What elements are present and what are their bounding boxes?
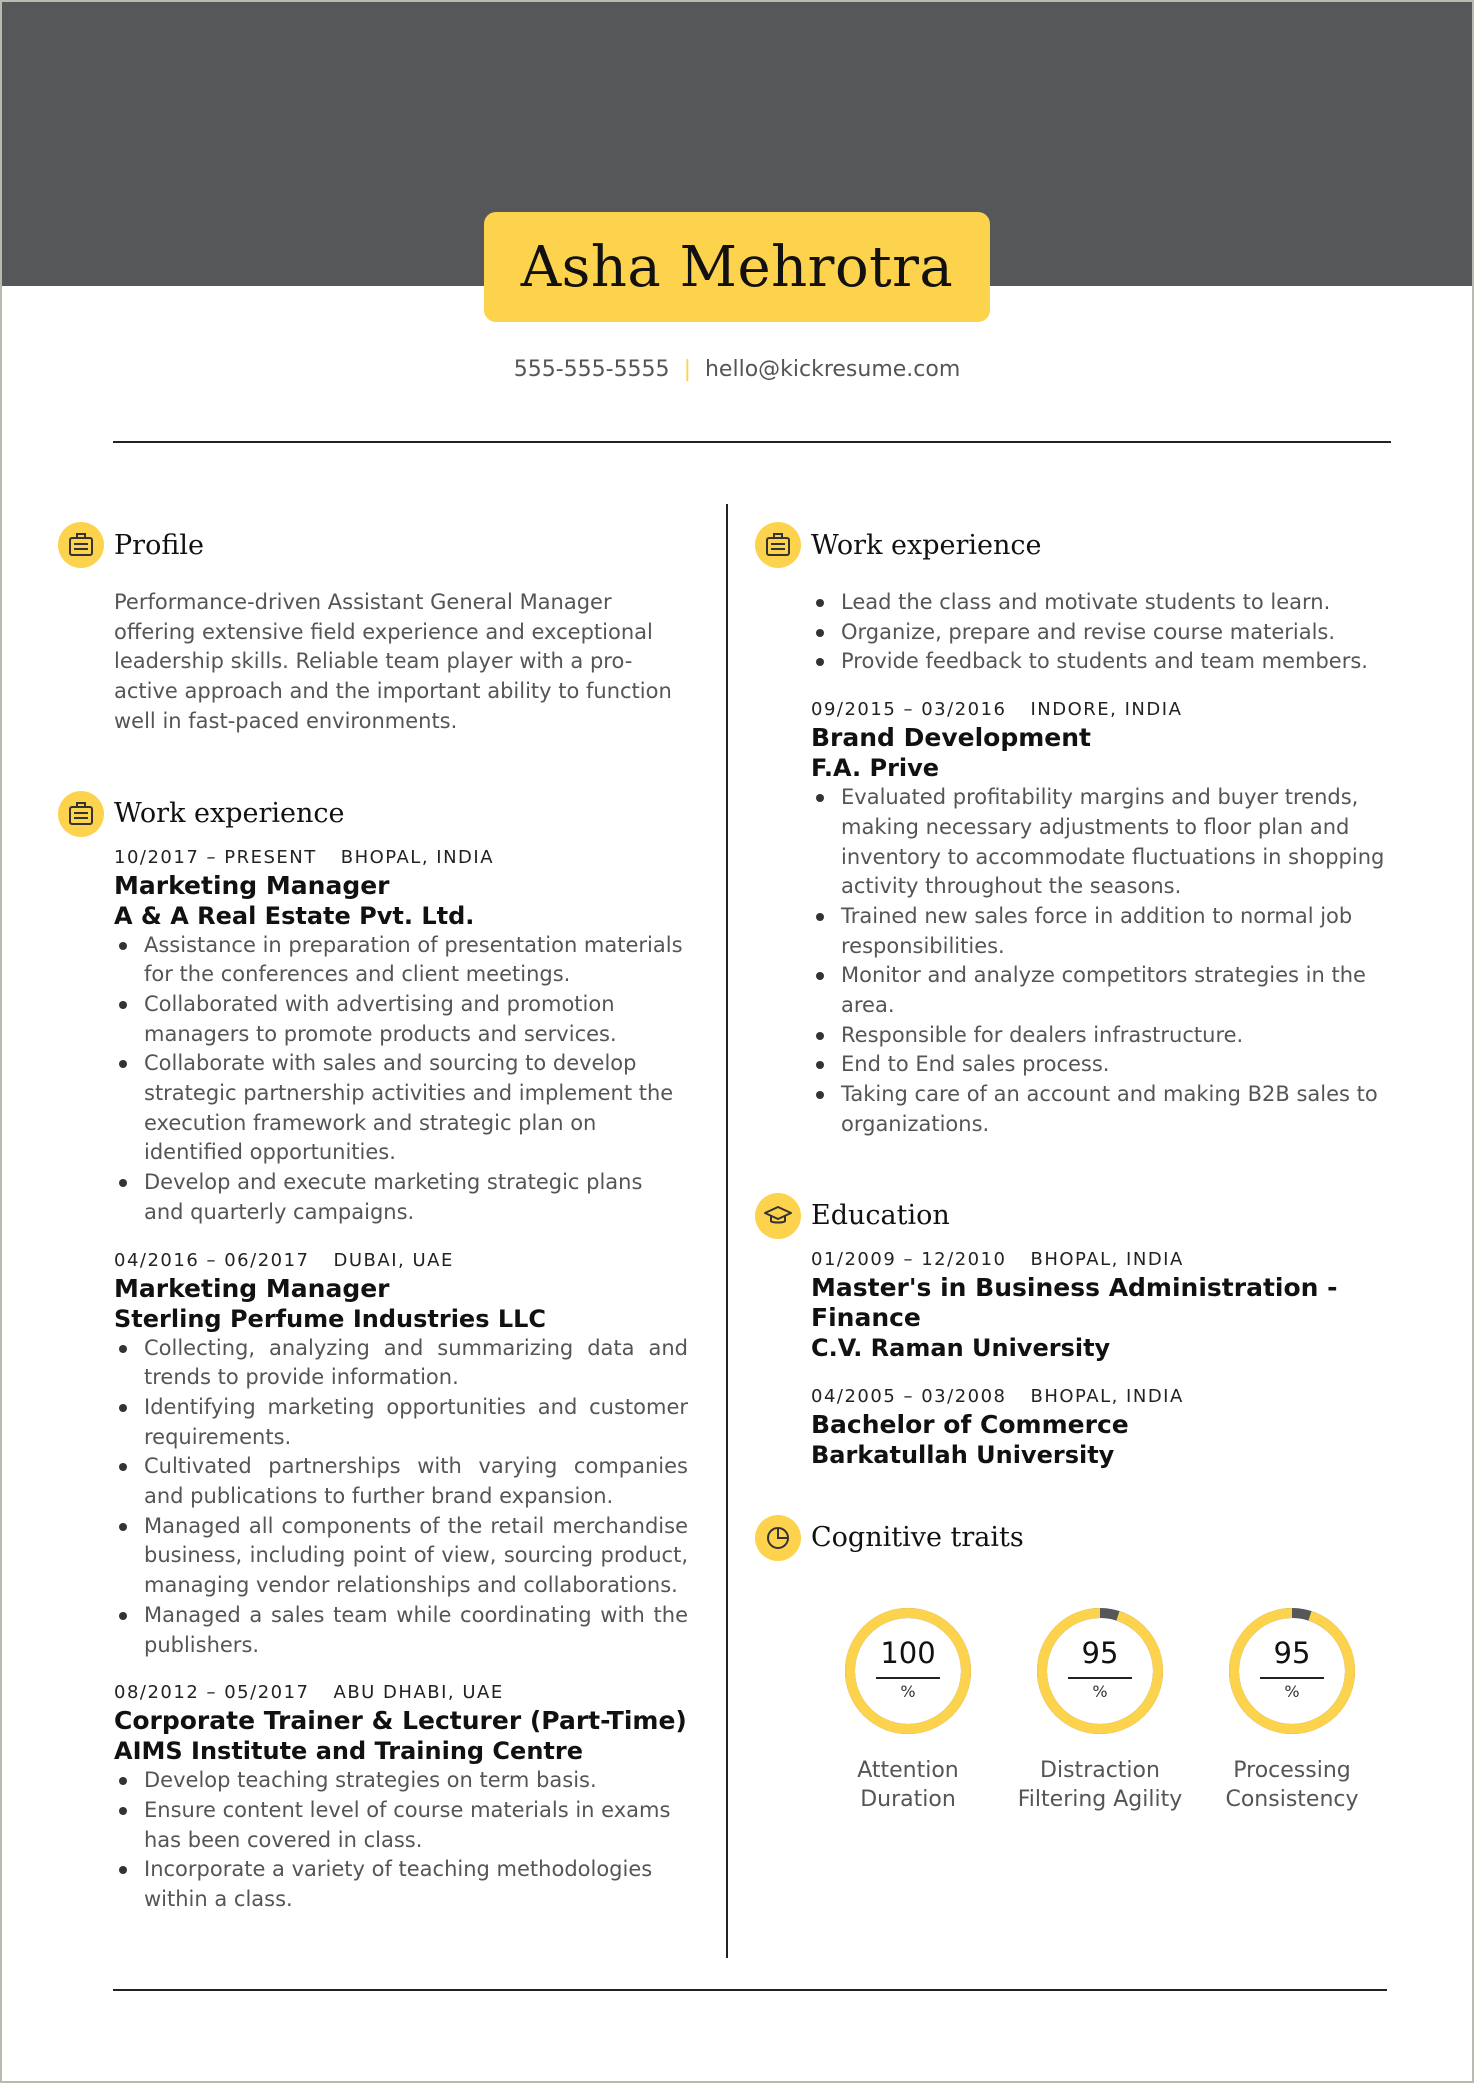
job-meta — [114, 1682, 688, 1706]
phone-number[interactable]: 555-555-5555 — [513, 357, 670, 382]
trait-rule — [1068, 1677, 1132, 1679]
bullet-item: Ensure content level of course materials in exams has been covered in class. — [114, 1796, 688, 1855]
trait-gauge — [1017, 1606, 1183, 1814]
profile-title: Profile — [114, 529, 204, 561]
bullet-item: Taking care of an account and making B2B sales to organizations. — [811, 1080, 1391, 1139]
education-section — [811, 1192, 1391, 1470]
trait-ring — [1227, 1606, 1357, 1736]
work-header-left — [114, 790, 688, 838]
education-title: Education — [811, 1200, 950, 1232]
bullet-item: Develop and execute marketing strategic plans and quarterly campaigns. — [114, 1168, 688, 1227]
trait-value: 100 — [880, 1635, 936, 1670]
job-bullets — [114, 931, 688, 1228]
job-bullets — [114, 1334, 688, 1661]
trait-rule — [1260, 1677, 1324, 1679]
trait-ring — [1035, 1606, 1165, 1736]
bullet-item: End to End sales process. — [811, 1050, 1391, 1080]
trait-value: 95 — [1273, 1635, 1311, 1670]
job-location: BHOPAL, INDIA — [340, 846, 495, 868]
bullet-item: Identifying marketing opportunities and customer requirements. — [114, 1393, 688, 1452]
trait-ring-fill — [1234, 1613, 1350, 1729]
trait-label — [1015, 1756, 1185, 1814]
trait-label-line: Filtering Agility — [1017, 1786, 1183, 1812]
job-title: Marketing Manager — [114, 870, 390, 900]
column-divider — [726, 504, 728, 1958]
work-section-left — [114, 790, 688, 1915]
trait-label-line: Attention — [857, 1757, 959, 1783]
job-title: Marketing Manager — [114, 1273, 390, 1303]
trait-gauge — [843, 1606, 973, 1814]
bullet-item: Responsible for dealers infrastructure. — [811, 1021, 1391, 1051]
cognitive-section — [811, 1514, 1391, 1814]
job-meta — [114, 1250, 688, 1274]
education-header — [811, 1192, 1391, 1240]
job-dates: 04/2016 – 06/2017 — [114, 1249, 310, 1271]
right-column — [811, 521, 1391, 1814]
briefcase-icon — [58, 522, 104, 568]
profile-section — [114, 521, 688, 737]
degree-title: Master's in Business Administration - Finance — [811, 1272, 1338, 1332]
bullet-item: Collecting, analyzing and summarizing data and trends to provide information. — [114, 1334, 688, 1393]
school-name: Barkatullah University — [811, 1440, 1115, 1469]
trait-ring-fill — [850, 1613, 966, 1729]
name-banner — [484, 212, 990, 322]
trait-label — [823, 1756, 993, 1814]
candidate-name: Asha Mehrotra — [520, 234, 954, 300]
bullet-item: Collaborated with advertising and promotion managers to promote products and services. — [114, 990, 688, 1049]
bullet-item: Develop teaching strategies on term basis. — [114, 1766, 688, 1796]
education-location: BHOPAL, INDIA — [1030, 1385, 1184, 1407]
bullet-item: Incorporate a variety of teaching methodologies within a class. — [114, 1855, 688, 1914]
trait-label — [1207, 1756, 1377, 1814]
job-dates: 09/2015 – 03/2016 — [811, 699, 1007, 721]
bullet-item: Monitor and analyze competitors strategies in the area. — [811, 961, 1391, 1020]
trait-unit: % — [900, 1681, 916, 1701]
email-address[interactable]: hello@kickresume.com — [704, 357, 961, 382]
contact-line — [0, 357, 1474, 382]
job-meta — [811, 699, 1391, 723]
bullet-item: Managed all components of the retail merchandise business, including point of view, sourcing product, managing vendor relationships and collaborations. — [114, 1512, 688, 1601]
trait-rule — [876, 1677, 940, 1679]
job-title: Corporate Trainer & Lecturer (Part-Time) — [114, 1706, 687, 1736]
job-bullets — [114, 1766, 688, 1915]
bullet-item: Assistance in preparation of presentation materials for the conferences and client meetings. — [114, 931, 688, 990]
trait-gauge — [1227, 1606, 1357, 1814]
trait-label-line: Processing — [1233, 1757, 1351, 1783]
job-bullets — [811, 783, 1391, 1139]
job-company: A & A Real Estate Pvt. Ltd. — [114, 901, 475, 930]
contact-separator: | — [683, 357, 691, 382]
graduation-cap-icon — [755, 1193, 801, 1239]
briefcase-icon — [58, 791, 104, 837]
bullet-item: Managed a sales team while coordinating with the publishers. — [114, 1601, 688, 1660]
work-section-right — [811, 521, 1391, 1140]
bullet-item: Organize, prepare and revise course materials. — [811, 618, 1391, 648]
job-dates: 08/2012 – 05/2017 — [114, 1682, 310, 1704]
trait-ring-fill — [1042, 1613, 1158, 1729]
bullet-item: Evaluated profitability margins and buyer trends, making necessary adjustments to floor plan and inventory to accommodate fluctuations in shopping activity throughout the seasons. — [811, 783, 1391, 902]
bottom-divider — [113, 1989, 1387, 1991]
profile-header — [114, 521, 688, 569]
education-meta — [811, 1386, 1391, 1410]
education-meta — [811, 1249, 1391, 1273]
trait-ring — [843, 1606, 973, 1736]
job-location: INDORE, INDIA — [1030, 699, 1183, 721]
degree-title: Bachelor of Commerce — [811, 1409, 1129, 1439]
pie-chart-icon — [755, 1515, 801, 1561]
trait-label-line: Duration — [860, 1786, 956, 1812]
job-title: Brand Development — [811, 723, 1092, 753]
work-title-left: Work experience — [114, 798, 345, 830]
cognitive-title: Cognitive traits — [811, 1522, 1024, 1554]
education-dates: 01/2009 – 12/2010 — [811, 1248, 1007, 1270]
trait-label-line: Consistency — [1225, 1786, 1359, 1812]
job-entry — [114, 1682, 688, 1915]
trait-gauges — [843, 1606, 1391, 1814]
bullet-item: Lead the class and motivate students to learn. — [811, 588, 1391, 618]
bullet-item: Provide feedback to students and team members. — [811, 647, 1391, 677]
bullet-item: Collaborate with sales and sourcing to develop strategic partnership activities and implement the execution framework and strategic plan on identified opportunities. — [114, 1049, 688, 1168]
cognitive-header — [811, 1514, 1391, 1562]
job-entry — [114, 1250, 688, 1661]
school-name: C.V. Raman University — [811, 1333, 1111, 1362]
job-meta — [114, 847, 688, 871]
work-header-right — [811, 521, 1391, 569]
trait-value: 95 — [1081, 1635, 1119, 1670]
briefcase-icon — [755, 522, 801, 568]
education-entry — [811, 1249, 1391, 1363]
trait-unit: % — [1284, 1681, 1300, 1701]
job-company: Sterling Perfume Industries LLC — [114, 1304, 547, 1333]
education-dates: 04/2005 – 03/2008 — [811, 1385, 1007, 1407]
job-location: DUBAI, UAE — [333, 1249, 454, 1271]
trait-label-line: Distraction — [1040, 1757, 1160, 1783]
job-location: ABU DHABI, UAE — [333, 1682, 504, 1704]
job-dates: 10/2017 – PRESENT — [114, 846, 317, 868]
education-location: BHOPAL, INDIA — [1030, 1248, 1184, 1270]
job-entry — [114, 847, 688, 1228]
job-entry — [811, 699, 1391, 1139]
left-column — [114, 521, 688, 1915]
education-entry — [811, 1386, 1391, 1470]
profile-text: Performance-driven Assistant General Manager offering extensive field experience and exceptional leadership skills. Reliable team player with a pro-active approach and the important ability to function well in fast-paced environments. — [114, 590, 672, 733]
job-company: AIMS Institute and Training Centre — [114, 1737, 583, 1766]
continued-bullets — [811, 588, 1391, 677]
trait-unit: % — [1092, 1681, 1108, 1701]
job-company: F.A. Prive — [811, 754, 940, 783]
work-title-right: Work experience — [811, 529, 1042, 561]
bullet-item: Cultivated partnerships with varying companies and publications to further brand expansion. — [114, 1452, 688, 1511]
top-divider — [113, 441, 1391, 443]
bullet-item: Trained new sales force in addition to normal job responsibilities. — [811, 902, 1391, 961]
